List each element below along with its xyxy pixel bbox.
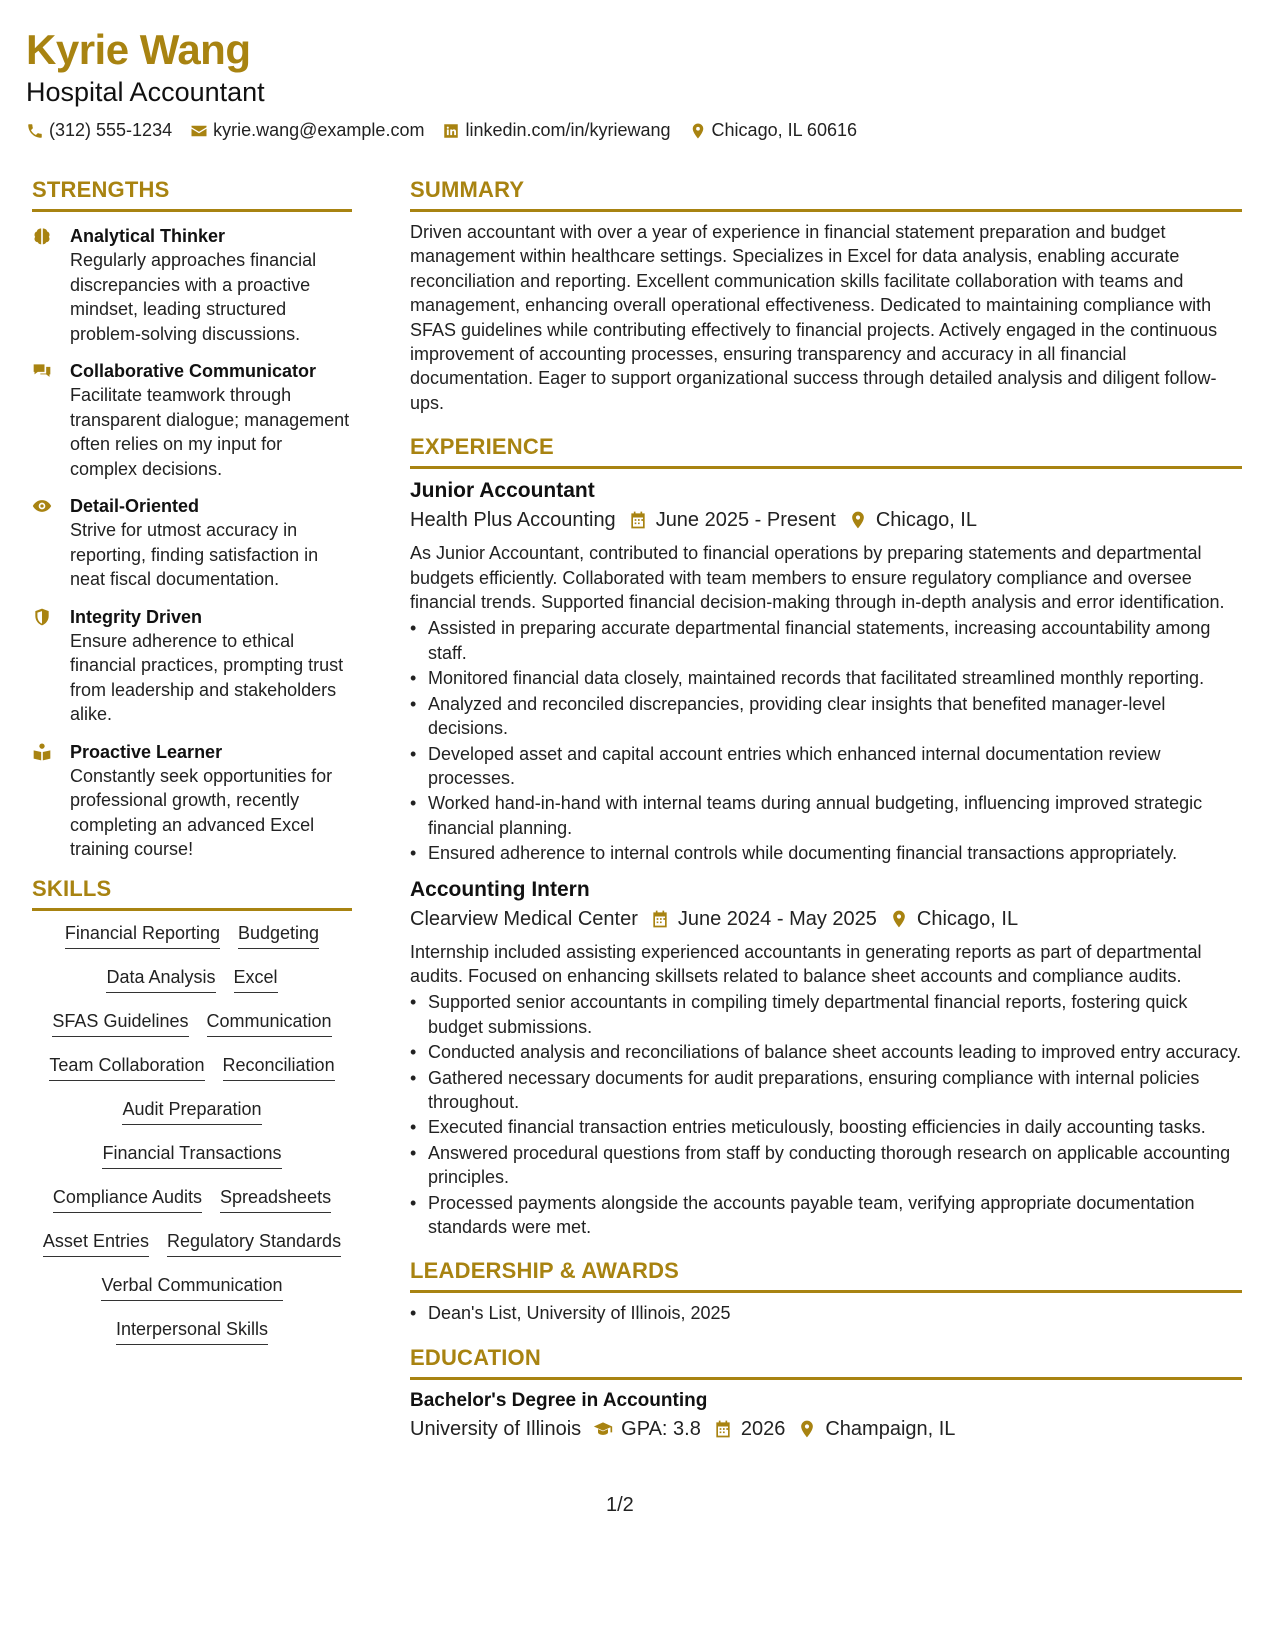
skill-tag: Compliance Audits	[53, 1185, 202, 1213]
linkedin-icon	[442, 122, 460, 140]
map-pin-icon	[848, 510, 868, 530]
strength-desc: Regularly approaches financial discrepancies with a proactive mindset, leading structured problem-solving discussions.	[70, 250, 317, 344]
job-location: Chicago, IL	[916, 907, 1019, 930]
phone-icon	[26, 122, 44, 140]
location-text: Chicago, IL 60616	[711, 120, 857, 140]
job-description: As Junior Accountant, contributed to financial operations by preparing statements and departmental budgets efficiently. Collaborated with team members to ensure regulatory compliance and oversee financial trends. Supported financial decision-making through in-depth analysis and error identification.	[410, 543, 1225, 613]
skill-tag: Interpersonal Skills	[116, 1317, 268, 1345]
strengths-heading: STRENGTHS	[32, 176, 352, 212]
job-bullets	[410, 616, 1242, 865]
calendar-icon	[628, 510, 648, 530]
graduation-cap-icon	[593, 1419, 613, 1439]
bullet-item: • Assisted in preparing accurate departmental financial statements, increasing accountability among staff.	[410, 616, 1242, 665]
job-meta	[410, 505, 1242, 535]
phone-text: (312) 555-1234	[49, 120, 173, 140]
job-dates: June 2025 - Present	[655, 509, 836, 532]
award-item: • Dean's List, University of Illinois, 2025	[410, 1301, 1242, 1325]
gpa-text: GPA: 3.8	[621, 1417, 701, 1440]
shield-icon	[32, 607, 52, 627]
candidate-role: Hospital Accountant	[26, 77, 265, 107]
bullet-item: • Ensured adherence to internal controls while documenting financial transactions appropriately.	[410, 841, 1242, 865]
company-name: Clearview Medical Center	[410, 907, 638, 930]
leadership-section	[410, 1257, 1242, 1325]
job-title: Junior Accountant	[410, 479, 595, 503]
skill-tag: Excel	[234, 965, 278, 993]
education-location: Champaign, IL	[825, 1417, 956, 1440]
map-pin-icon	[689, 122, 707, 140]
job-description: Internship included assisting experienced accountants in generating reports as part of departmental audits. Focused on enhancing skillsets related to balance sheet accounts and compliance audits.	[410, 941, 1202, 986]
bullet-item: • Conducted analysis and reconciliations of balance sheet accounts leading to improved entry accuracy.	[410, 1040, 1242, 1064]
job-title: Accounting Intern	[410, 877, 590, 901]
education-meta	[410, 1414, 1242, 1444]
experience-section	[410, 433, 1242, 1239]
contact-email[interactable]	[190, 120, 424, 141]
skills-list	[32, 911, 352, 1361]
skill-tag: SFAS Guidelines	[52, 1009, 188, 1037]
strength-item	[32, 740, 352, 862]
map-pin-icon	[797, 1419, 817, 1439]
bullet-item: • Executed financial transaction entries meticulously, boosting efficiencies in daily accounting tasks.	[410, 1115, 1242, 1139]
summary-heading: SUMMARY	[410, 176, 1242, 212]
contact-linkedin[interactable]	[442, 120, 670, 141]
map-pin-icon	[889, 909, 909, 929]
calendar-icon	[713, 1419, 733, 1439]
strength-desc: Facilitate teamwork through transparent dialogue; management often relies on my input for complex decisions.	[70, 385, 350, 479]
candidate-name: Kyrie Wang	[26, 26, 251, 73]
job-entry	[410, 477, 1242, 865]
bullet-item: • Worked hand-in-hand with internal teams during annual budgeting, influencing improved strategic financial planning.	[410, 791, 1242, 840]
strength-item	[32, 224, 352, 346]
school-name: University of Illinois	[410, 1417, 582, 1440]
bullet-item: • Answered procedural questions from staff by conducting thorough research on applicable accounting principles.	[410, 1141, 1242, 1190]
skill-tag: Communication	[207, 1009, 332, 1037]
strength-desc: Strive for utmost accuracy in reporting, finding satisfaction in neat fiscal documentation.	[70, 520, 319, 589]
page-number: 1/2	[606, 1494, 634, 1516]
degree-title: Bachelor's Degree in Accounting	[410, 1389, 708, 1411]
skills-heading: SKILLS	[32, 875, 352, 911]
skill-tag: Audit Preparation	[122, 1097, 261, 1125]
strengths-list	[32, 224, 352, 862]
strength-item	[32, 359, 352, 481]
resume-header	[26, 24, 1226, 141]
skill-tag: Spreadsheets	[220, 1185, 331, 1213]
strength-item	[32, 605, 352, 727]
skill-tag: Asset Entries	[43, 1229, 149, 1257]
strength-title: Integrity Driven	[70, 606, 203, 627]
skill-tag: Regulatory Standards	[167, 1229, 341, 1257]
contact-location	[689, 120, 857, 141]
skill-tag: Data Analysis	[106, 965, 215, 993]
education-heading: EDUCATION	[410, 1344, 1242, 1380]
skill-tag: Verbal Communication	[101, 1273, 282, 1301]
job-bullets	[410, 990, 1242, 1239]
bullet-item: • Gathered necessary documents for audit preparations, ensuring compliance with internal policies throughout.	[410, 1066, 1242, 1115]
contact-bar	[26, 120, 1226, 141]
envelope-icon	[190, 122, 208, 140]
email-text: kyrie.wang@example.com	[213, 120, 425, 140]
bullet-item: • Processed payments alongside the accounts payable team, verifying appropriate documentation standards were met.	[410, 1191, 1242, 1240]
skills-section	[32, 875, 352, 1361]
leadership-heading: LEADERSHIP & AWARDS	[410, 1257, 1242, 1293]
strength-title: Detail-Oriented	[70, 496, 200, 516]
leadership-list	[410, 1301, 1242, 1325]
graduation-year: 2026	[740, 1417, 786, 1440]
summary-section	[410, 176, 1242, 415]
skill-tag: Budgeting	[238, 921, 319, 949]
chat-icon	[32, 361, 52, 381]
strength-item	[32, 494, 352, 592]
job-entry	[410, 876, 1242, 1240]
strength-desc: Ensure adherence to ethical financial practices, prompting trust from leadership and stakeholders alike.	[70, 630, 344, 724]
brain-icon	[32, 226, 52, 246]
experience-heading: EXPERIENCE	[410, 433, 1242, 469]
bullet-item: • Developed asset and capital account entries which enhanced internal documentation review processes.	[410, 742, 1242, 791]
job-meta	[410, 904, 1242, 934]
summary-text: Driven accountant with over a year of experience in financial statement preparation and budget management within healthcare settings. Specializes in Excel for data analysis, enabling accurate reconciliation and reporting. Excellent communication skills facilitate collaboration with teams and management, enhancing overall operational effectiveness. Dedicated to maintaining compliance with SFAS guidelines while contributing effectively to financial projects. Actively engaged in the continuous improvement of accounting processes, ensuring transparency and accuracy in all financial documentation. Eager to support organizational success through detailed analysis and diligent follow-ups.	[410, 222, 1218, 413]
eye-icon	[32, 496, 52, 516]
skill-tag: Team Collaboration	[49, 1053, 204, 1081]
strength-desc: Constantly seek opportunities for professional growth, recently completing an advanced Excel training course!	[70, 765, 333, 859]
bullet-item: • Monitored financial data closely, maintained records that facilitated streamlined monthly reporting.	[410, 666, 1242, 690]
skill-tag: Financial Reporting	[65, 921, 220, 949]
skill-tag: Reconciliation	[223, 1053, 335, 1081]
strength-title: Collaborative Communicator	[70, 361, 317, 381]
contact-phone[interactable]	[26, 120, 172, 141]
strengths-section	[32, 176, 352, 862]
left-column	[32, 176, 352, 1361]
job-dates: June 2024 - May 2025	[677, 907, 877, 930]
strength-title: Analytical Thinker	[70, 226, 226, 246]
bullet-item: • Analyzed and reconciled discrepancies, providing clear insights that benefited manager-level decisions.	[410, 692, 1242, 741]
book-reader-icon	[32, 742, 52, 762]
bullet-item: • Supported senior accountants in compiling timely departmental financial reports, fostering quick budget submissions.	[410, 990, 1242, 1039]
right-column	[410, 176, 1242, 1444]
education-section	[410, 1344, 1242, 1444]
skill-tag: Financial Transactions	[102, 1141, 281, 1169]
calendar-icon	[650, 909, 670, 929]
linkedin-text: linkedin.com/in/kyriewang	[465, 120, 671, 140]
company-name: Health Plus Accounting	[410, 509, 616, 532]
strength-title: Proactive Learner	[70, 741, 223, 762]
job-location: Chicago, IL	[875, 509, 977, 532]
